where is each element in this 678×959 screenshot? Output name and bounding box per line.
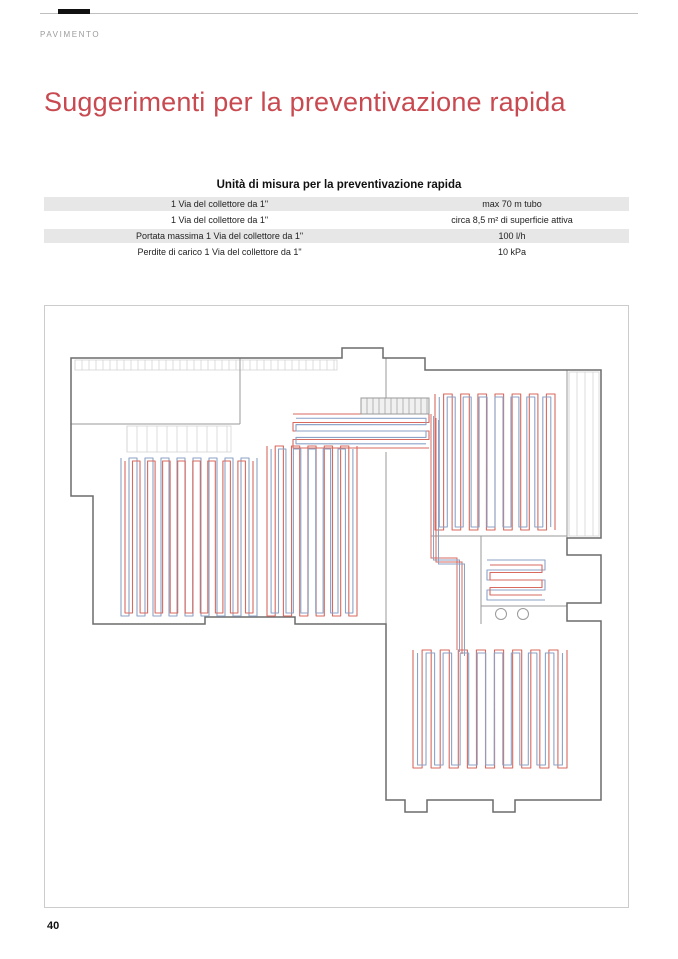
units-table — [44, 197, 629, 261]
page-number: 40 — [47, 920, 60, 932]
page-title: Suggerimenti per la preventivazione rapida — [44, 87, 566, 117]
top-rule-mark — [58, 9, 90, 14]
row-label: 1 Via del collettore da 1" — [170, 215, 269, 225]
floorplan-panel — [44, 305, 629, 908]
top-rule — [40, 13, 638, 14]
table-row — [44, 213, 629, 227]
row-value: max 70 m tubo — [482, 199, 542, 209]
row-label: Portata massima 1 Via del collettore da 1" — [135, 231, 304, 241]
row-label: 1 Via del collettore da 1" — [170, 199, 269, 209]
table-row — [44, 197, 629, 211]
row-value: 10 kPa — [497, 247, 527, 257]
row-value: circa 8,5 m² di superficie attiva — [451, 215, 573, 225]
row-label: Perdite di carico 1 Via del collettore da 1" — [137, 247, 302, 257]
floorplan-svg — [45, 306, 628, 907]
section-label: PAVIMENTO — [40, 30, 101, 39]
table-row — [44, 245, 629, 259]
units-table-title: Unità di misura per la preventivazione rapida — [216, 179, 462, 191]
row-value: 100 l/h — [498, 231, 526, 241]
table-row — [44, 229, 629, 243]
